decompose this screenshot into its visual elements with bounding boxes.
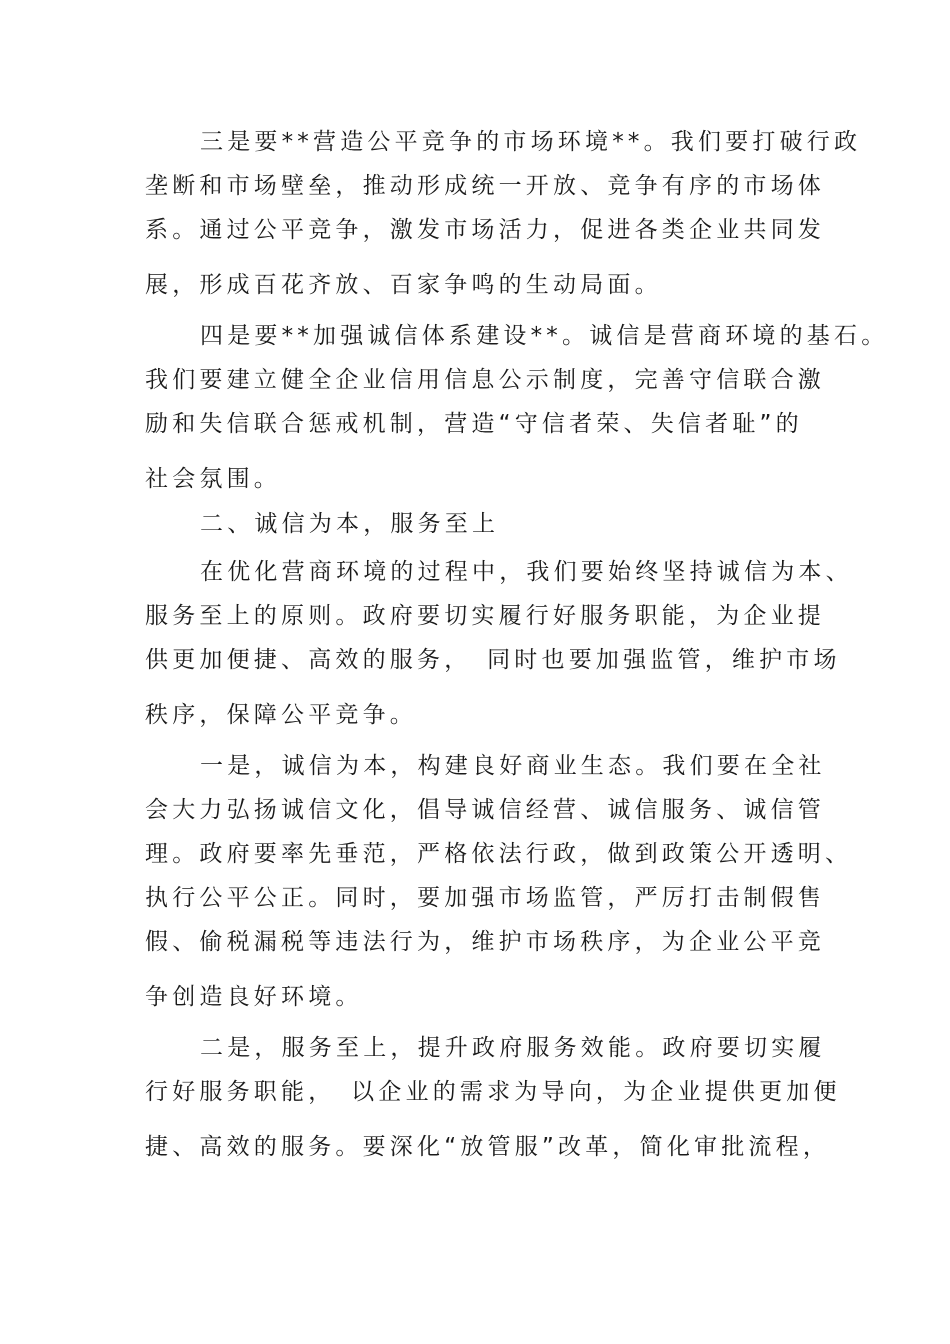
paragraph-line: 捷、高效的服务。要深化“放管服”改革，简化审批流程， bbox=[145, 1134, 831, 1160]
paragraph-line: 供更加便捷、高效的服务， 同时也要加强监管，维护市场 bbox=[145, 647, 841, 673]
paragraph-line: 励和失信联合惩戒机制，营造“守信者荣、失信者耻”的 bbox=[145, 411, 803, 437]
paragraph-line: 三是要**营造公平竞争的市场环境**。我们要打破行政 bbox=[200, 129, 862, 155]
paragraph-line: 会大力弘扬诚信文化，倡导诚信经营、诚信服务、诚信管 bbox=[145, 797, 825, 823]
paragraph-line: 在优化营商环境的过程中，我们要始终坚持诚信为本、 bbox=[200, 559, 853, 585]
paragraph-line: 秩序，保障公平竞争。 bbox=[145, 702, 417, 728]
paragraph-line: 系。通过公平竞争，激发市场活力，促进各类企业共同发 bbox=[145, 217, 825, 243]
paragraph-line: 我们要建立健全企业信用信息公示制度，完善守信联合激 bbox=[145, 367, 825, 393]
paragraph-line: 服务至上的原则。政府要切实履行好服务职能，为企业提 bbox=[145, 603, 825, 629]
paragraph-line: 一是，诚信为本，构建良好商业生态。我们要在全社 bbox=[200, 753, 826, 779]
section-heading: 二、诚信为本，服务至上 bbox=[200, 511, 500, 537]
paragraph-line: 社会氛围。 bbox=[145, 466, 281, 492]
paragraph-line: 四是要**加强诚信体系建设**。诚信是营商环境的基石。 bbox=[200, 323, 889, 349]
paragraph-line: 行好服务职能， 以企业的需求为导向，为企业提供更加便 bbox=[145, 1079, 841, 1105]
paragraph-line: 垄断和市场壁垒，推动形成统一开放、竞争有序的市场体 bbox=[145, 173, 825, 199]
paragraph-line: 理。政府要率先垂范，严格依法行政，做到政策公开透明、 bbox=[145, 841, 853, 867]
paragraph-line: 执行公平公正。同时，要加强市场监管，严厉打击制假售 bbox=[145, 885, 825, 911]
paragraph-line: 假、偷税漏税等违法行为，维护市场秩序，为企业公平竞 bbox=[145, 929, 825, 955]
paragraph-line: 二是，服务至上，提升政府服务效能。政府要切实履 bbox=[200, 1035, 826, 1061]
paragraph-line: 展，形成百花齐放、百家争鸣的生动局面。 bbox=[145, 272, 662, 298]
paragraph-line: 争创造良好环境。 bbox=[145, 984, 363, 1010]
